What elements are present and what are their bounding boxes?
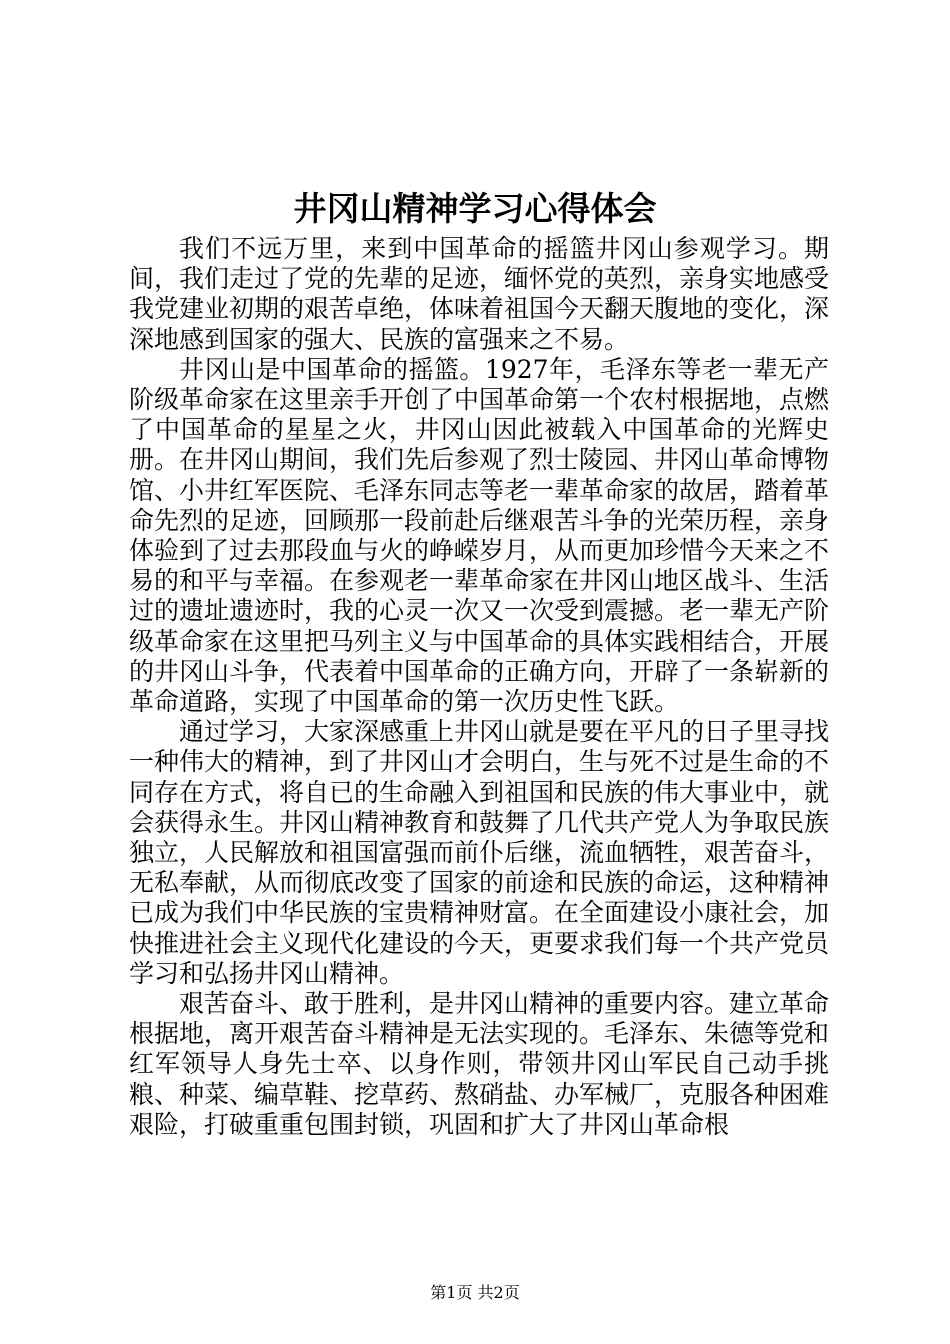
paragraph-2: 井冈山是中国革命的摇篮。1927年，毛泽东等老一辈无产阶级革命家在这里亲手开创了中国革命第一个农村根据地，点燃了中国革命的星星之火，井冈山因此被载入中国革命的光辉史册。在井冈山期间，我们先后参观了烈士陵园、井冈山革命博物馆、小井红军医院、毛泽东同志等老一辈革命家的故居，踏着革命先烈的足迹，回顾那一段前赴后继艰苦斗争的光荣历程，亲身体验到了过去那段血与火的峥嵘岁月，从而更加珍惜今天来之不易的和平与幸福。在参观老一辈革命家在井冈山地区战斗、生活过的遗址遗迹时，我的心灵一次又一次受到震撼。老一辈无产阶级革命家在这里把马列主义与中国革命的具体实践相结合，开展的井冈山斗争，代表着中国革命的正确方向，开辟了一条崭新的革命道路，实现了中国革命的第一次历史性飞跃。 bbox=[129, 354, 830, 717]
document-body bbox=[129, 234, 829, 1140]
paragraph-3: 通过学习，大家深感重上井冈山就是要在平凡的日子里寻找一种伟大的精神，到了井冈山才会明白，生与死不过是生命的不同存在方式，将自已的生命融入到祖国和民族的伟大事业中，就会获得永生。井冈山精神教育和鼓舞了几代共产党人为争取民族独立，人民解放和祖国富强而前仆后继，流血牺牲，艰苦奋斗，无私奉献，从而彻底改变了国家的前途和民族的命运，这种精神已成为我们中华民族的宝贵精神财富。在全面建设小康社会，加快推进社会主义现代化建设的今天，更要求我们每一个共产党员学习和弘扬井冈山精神。 bbox=[129, 717, 830, 988]
paragraph-1: 我们不远万里，来到中国革命的摇篮井冈山参观学习。期间，我们走过了党的先辈的足迹，缅怀党的英烈，亲身实地感受我党建业初期的艰苦卓绝，体味着祖国今天翻天腹地的变化，深深地感到国家的强大、民族的富强来之不易。 bbox=[129, 234, 830, 354]
paragraph-4: 艰苦奋斗、敢于胜利，是井冈山精神的重要内容。建立革命根据地，离开艰苦奋斗精神是无法实现的。毛泽东、朱德等党和红军领导人身先士卒、以身作则，带领井冈山军民自己动手挑粮、种菜、编草鞋、挖草药、熬硝盐、办军械厂，克服各种困难艰险，打破重重包围封锁，巩固和扩大了井冈山革命根 bbox=[129, 989, 830, 1139]
page-footer: 第1页 共2页 bbox=[430, 1283, 520, 1302]
document-title: 井冈山精神学习心得体会 bbox=[293, 189, 657, 228]
